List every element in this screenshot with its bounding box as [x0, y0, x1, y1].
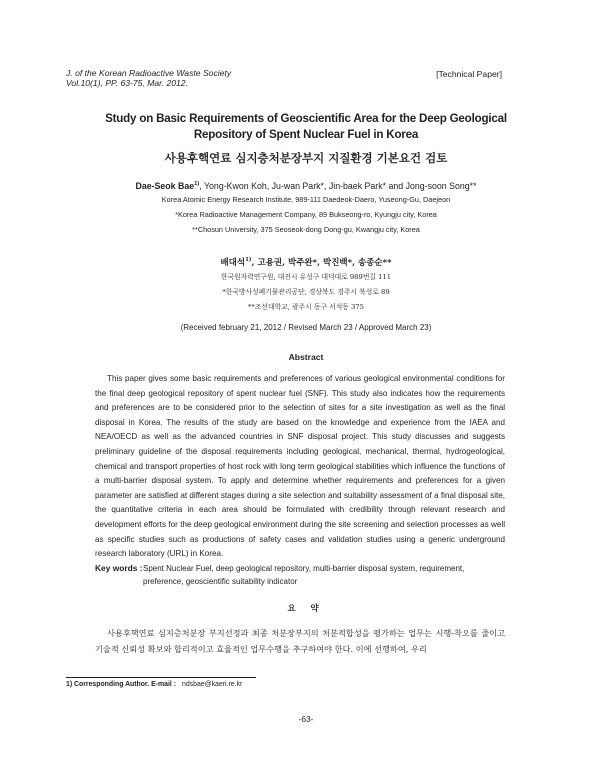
- author-block-english: [60, 181, 552, 234]
- page-number: -63-: [298, 714, 314, 724]
- paper-type-label: [Technical Paper]: [436, 69, 502, 79]
- korean-summary-body: 사용후핵연료 심지층처분장 부지선정과 최종 처분장부지의 처분적합성을 평가하는 업무는 시행-착오를 줄이고 기술적 신뢰성 확보와 합리적이고 효율적인 업무수행을 추구하여야 한다. 이에 선행하여, 우리: [95, 628, 505, 654]
- co-authors-korean: , 고용권, 박주완*, 박진백*, 송종순**: [251, 258, 392, 268]
- abstract-heading: Abstract: [288, 352, 324, 362]
- affiliation-chosun: **Chosun University, 375 Seoseok-dong Dong-gu, Kwangju city, Korea: [192, 225, 420, 234]
- lead-author-footnote-mark: 1): [194, 181, 200, 188]
- affiliation-chosun-korean: **조선대학교, 광주시 동구 서석동 375: [248, 303, 364, 311]
- affiliation-kaeri-korean: 한국원자력연구원, 대전시 유성구 대덕대로 989번길 111: [220, 273, 392, 281]
- author-block-korean: [60, 256, 552, 311]
- journal-volume: Vol.10(1), PP. 63-75, Mar. 2012.: [66, 77, 188, 88]
- paper-title-english: [60, 111, 552, 143]
- lead-author: Dae-Seok Bae: [135, 181, 195, 191]
- footnote-divider: [66, 677, 256, 678]
- title-line-1: Study on Basic Requirements of Geoscientific Area for the Deep Geological: [105, 112, 507, 125]
- co-authors: , Yong-Kwon Koh, Ju-wan Park*, Jin-baek Park* and Jong-soon Song**: [199, 181, 477, 191]
- affiliation-korad-korean: *한국방사성폐기물관리공단, 경상북도 경주시 북성로 89: [222, 288, 390, 296]
- footnote-label: 1) Corresponding Author. E-mail :: [66, 681, 176, 688]
- author-list-english: [60, 181, 552, 191]
- paper-title-korean: 사용후핵연료 심지층처분장부지 지질환경 기본요건 검토: [164, 151, 448, 165]
- title-line-2: Repository of Spent Nuclear Fuel in Korea: [193, 128, 419, 141]
- affiliation-korad: *Korea Radioactive Management Company, 89 Bukseong-ro, Kyungju city, Korea: [175, 210, 437, 219]
- affiliation-kaeri: Korea Atomic Energy Research Institute, 989-111 Daedeok-Daero, Yuseong-Gu, Daejeon: [161, 195, 451, 204]
- lead-author-korean-footnote-mark: 1): [245, 257, 252, 264]
- corresponding-author-footnote: [66, 681, 242, 688]
- journal-name: J. of the Korean Radioactive Waste Society: [66, 68, 232, 78]
- lead-author-korean: 배대석: [220, 258, 246, 268]
- received-dates: (Received february 21, 2012 / Revised March 23 / Approved March 23): [180, 323, 432, 332]
- corresponding-email[interactable]: ndsbae@kaeri.re.kr: [182, 681, 243, 688]
- journal-citation: [66, 69, 231, 88]
- author-list-korean: [60, 256, 552, 268]
- keywords-list: Spent Nuclear Fuel, deep geological repository, multi-barrier disposal system, requirement, preference, geoscientific suitability indicator: [143, 564, 465, 586]
- korean-summary-heading: 요 약: [287, 603, 325, 613]
- abstract-body: This paper gives some basic requirements and preferences of various geological environmental conditions for the final deep geological repository of spent nuclear fuel (SNF). This study also indicates how the requirements and preferences are to be considered prior to the selection of sites for a site investigation as well as the final disposal in Korea. The results of the study are based on the knowledge and experience from the IAEA and NEA/OECD as well as the advanced countries in SNF disposal project. This study discusses and suggests preliminary guideline of the disposal requirements including geological, mechanical, thermal, hydrogeological, chemical and transport properties of host rock with long term geological stabilities which influence the functions of a multi-barrier disposal system. To apply and determine whether requirements and preferences for a given parameter are satisfied at different stages during a site selection and suitability assessment of a final disposal site, the quantitative criteria in each area should be formulated with credibility through relevant research and development efforts for the deep geological environment during the site screening and selection processes as well as specific studies such as productions of safety cases and validation studies using a generic underground research laboratory (URL) in Korea.: [95, 374, 505, 559]
- keywords-label: Key words :: [95, 563, 143, 573]
